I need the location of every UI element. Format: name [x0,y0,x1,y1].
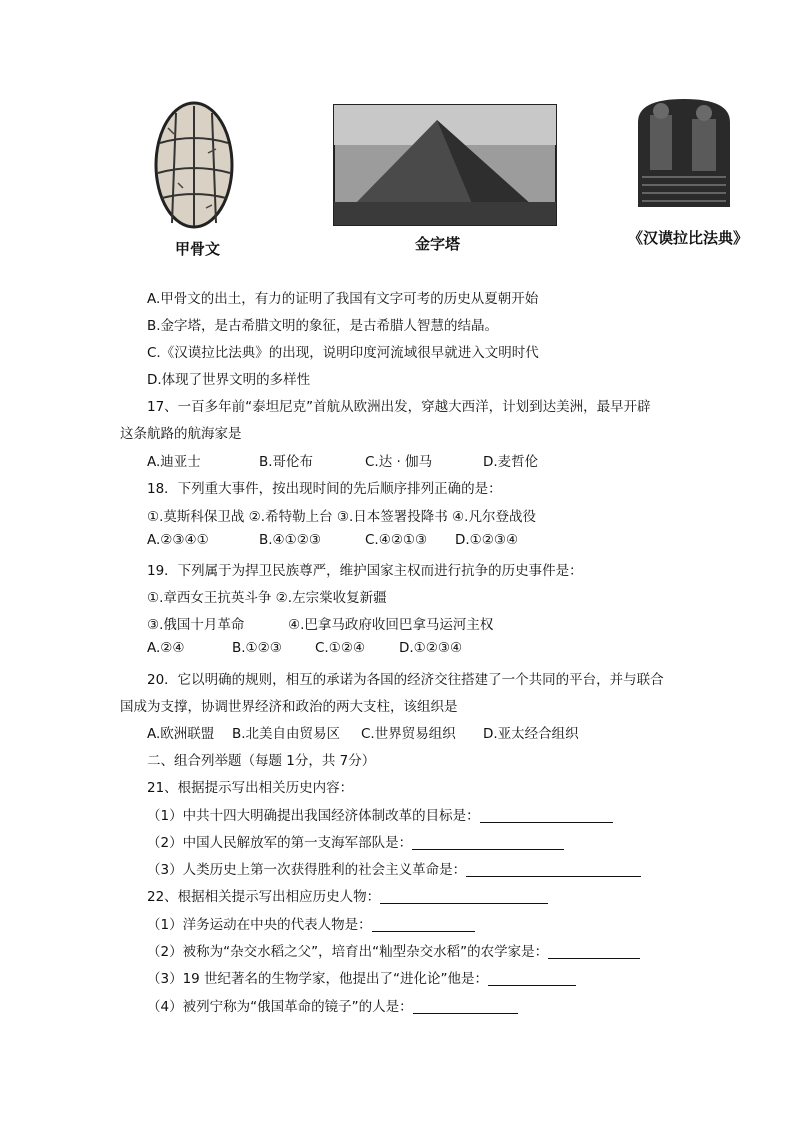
q18-option-c: C.④②①③ [365,532,428,548]
q17-stem: 17、一百多年前“泰坦尼克”首航从欧洲出发，穿越大西洋，计划到达美洲，最早开辟 [147,399,651,415]
q17-option-a: A.迪亚士 [147,454,201,470]
q20-option-c: C.世界贸易组织 [361,726,456,742]
q22-sub-1 [147,913,475,933]
hammurabi-stele-icon [634,97,734,207]
q19-stem: 19．下列属于为捍卫民族尊严，维护国家主权而进行抗争的历史事件是： [147,563,583,579]
q21-sub-3-text: （3）人类历史上第一次获得胜利的社会主义革命是： [147,862,467,878]
q16-option-c: C.《汉谟拉比法典》的出现，说明印度河流域很早就进入文明时代 [147,345,539,361]
q20-option-a: A.欧洲联盟 [147,726,215,742]
q21-sub-1 [147,804,613,824]
q22-sub-4-text: （4）被列宁称为“俄国革命的镜子”的人是： [147,999,413,1015]
q21-sub-3 [147,858,641,878]
q16-option-a: A.甲骨文的出土，有力的证明了我国有文字可考的历史从夏朝开始 [147,291,539,307]
q19-option-d: D.①②③④ [399,640,463,656]
q18-option-a: A.②③④① [147,532,209,548]
q18-stem: 18．下列重大事件，按出现时间的先后顺序排列正确的是： [147,481,502,497]
q22-sub-4-blank[interactable] [413,999,518,1014]
q20-option-b: B.北美自由贸易区 [232,726,341,742]
q22-sub-3-text: （3）19 世纪著名的生物学家，他提出了“进化论”他是： [147,971,489,987]
q22-stem-text: 22、根据相关提示写出相应历史人物： [147,889,381,905]
pyramid-photo-icon [333,102,557,228]
q21-sub-3-blank[interactable] [466,862,641,877]
q18-items: ①.莫斯科保卫战 ②.希特勒上台 ③.日本签署投降书 ④.凡尔登战役 [147,509,536,525]
q21-sub-2-blank[interactable] [412,835,564,850]
hammurabi-caption: 《汉谟拉比法典》 [628,229,749,247]
q19-option-b: B.①②③ [232,640,282,656]
oracle-bone-caption: 甲骨文 [175,240,221,258]
q16-option-b: B.金字塔，是古希腊文明的象征，是古希腊人智慧的结晶。 [147,318,499,334]
q20-stem-cont: 国成为支撑，协调世界经济和政治的两大支柱，该组织是 [120,699,458,715]
q19-option-a: A.②④ [147,640,185,656]
q16-option-d: D.体现了世界文明的多样性 [147,372,311,388]
q22-sub-2-blank[interactable] [548,944,640,959]
q19-items-2a: ③.俄国十月革命 [147,617,245,633]
q17-option-d: D.麦哲伦 [483,454,539,470]
q18-option-b: B.④①②③ [259,532,321,548]
q21-sub-2-text: （2）中国人民解放军的第一支海军部队是： [147,835,413,851]
pyramid-caption: 金字塔 [415,235,461,253]
q19-items-1: ①.章西女王抗英斗争 ②.左宗棠收复新疆 [147,590,387,606]
q19-option-c: C.①②④ [315,640,366,656]
q19-items-2b: ④.巴拿马政府收回巴拿马运河主权 [288,617,494,633]
q22-sub-1-text: （1）洋务运动在中央的代表人物是： [147,917,372,933]
q21-sub-1-blank[interactable] [480,808,613,823]
q22-sub-1-blank[interactable] [372,917,475,932]
q17-option-b: B.哥伦布 [259,454,314,470]
q22-stem-blank[interactable] [380,889,548,904]
q21-sub-2 [147,831,564,851]
q21-stem: 21、根据提示写出相关历史内容： [147,780,354,796]
q22-sub-2-text: （2）被称为“杂交水稻之父”，培育出“籼型杂交水稻”的农学家是： [147,944,549,960]
q17-option-c: C.达 · 伽马 [365,454,433,470]
q22-sub-3-blank[interactable] [488,971,576,986]
q22-sub-2 [147,940,640,960]
q18-option-d: D.①②③④ [455,532,519,548]
q17-stem-cont: 这条航路的航海家是 [120,426,242,442]
q22-sub-4 [147,995,518,1015]
q21-sub-1-text: （1）中共十四大明确提出我国经济体制改革的目标是： [147,808,480,824]
q22-sub-3 [147,967,576,987]
q22-stem [147,885,548,905]
oracle-bone-shell-icon [148,98,240,233]
q20-stem: 20．它以明确的规则，相互的承诺为各国的经济交往搭建了一个共同的平台，并与联合 [147,672,664,688]
q20-option-d: D.亚太经合组织 [483,726,579,742]
section-2-title: 二、组合列举题（每题 1分，共 7分） [147,753,376,769]
